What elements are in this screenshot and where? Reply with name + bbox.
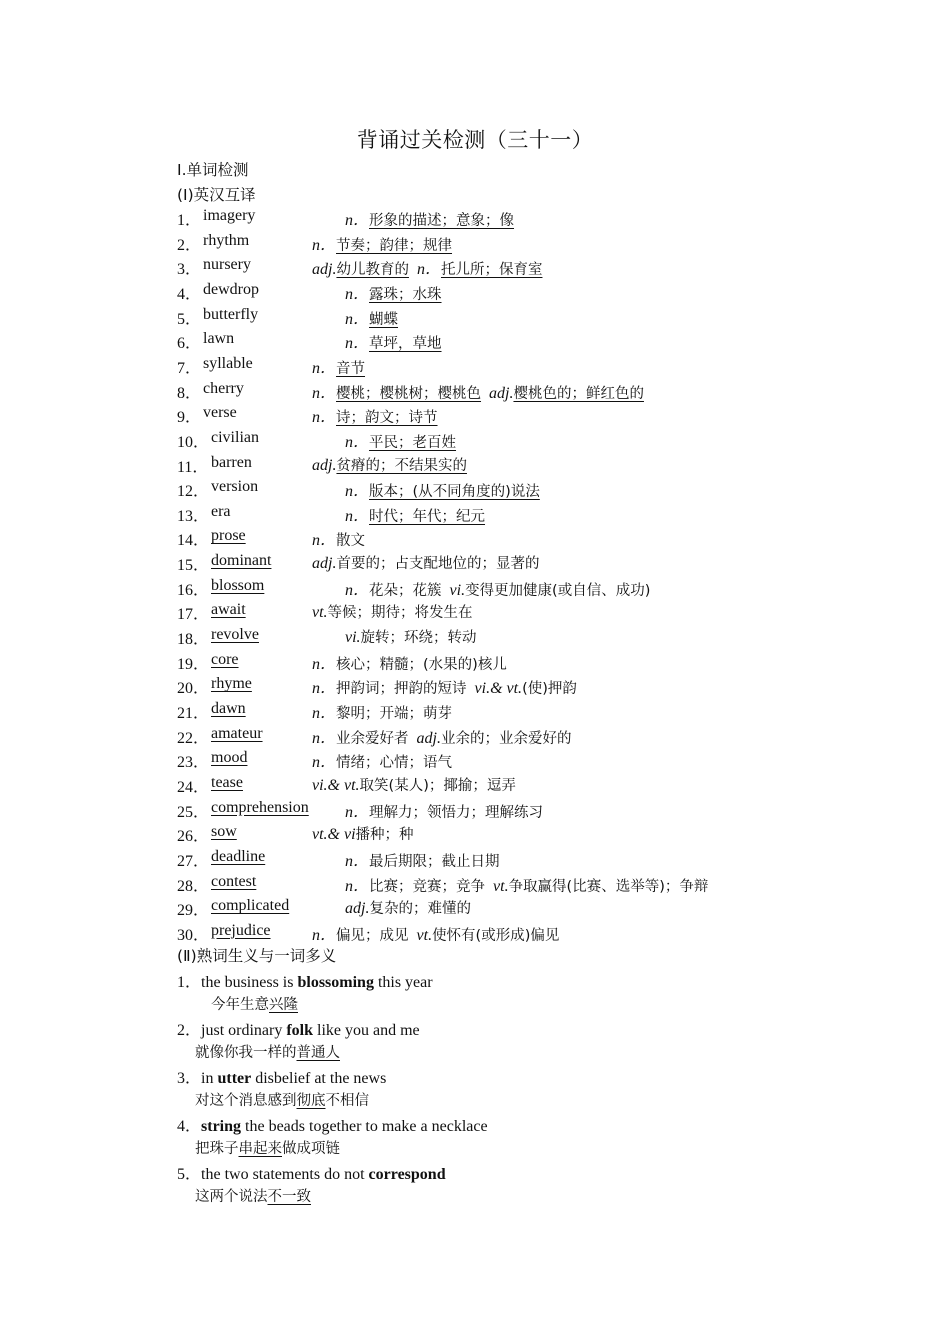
part-of-speech: n． bbox=[312, 729, 337, 747]
page-title: 背诵过关检测（三十一） bbox=[356, 128, 594, 152]
part-of-speech: n． bbox=[345, 335, 370, 353]
definition bbox=[345, 897, 471, 918]
english-word: era bbox=[211, 502, 231, 520]
english-word: await bbox=[211, 601, 246, 619]
english-word: prose bbox=[211, 527, 246, 545]
subsection-heading: (Ⅰ)英汉互译 bbox=[177, 186, 256, 204]
definition bbox=[312, 404, 438, 427]
part-of-speech: adj. bbox=[345, 900, 370, 918]
definition bbox=[312, 454, 467, 475]
part-of-speech: n． bbox=[312, 359, 337, 377]
key-word: correspond bbox=[368, 1166, 446, 1183]
item-number: 19． bbox=[177, 655, 210, 673]
meaning: 理解力；领悟力；理解练习 bbox=[369, 804, 544, 821]
english-word: blossom bbox=[211, 576, 265, 594]
item-number: 7． bbox=[177, 359, 202, 377]
english-word: contest bbox=[211, 872, 257, 890]
english-word: barren bbox=[211, 453, 252, 471]
english-word: prejudice bbox=[211, 921, 271, 939]
meaning: 变得更加健康(或自信、成功) bbox=[465, 582, 651, 599]
english-word: rhythm bbox=[203, 231, 250, 249]
answer: 不一致 bbox=[267, 1189, 311, 1205]
definition bbox=[345, 330, 442, 353]
part-of-speech: vi. bbox=[449, 581, 466, 599]
part-of-speech: n． bbox=[345, 285, 370, 303]
item-number: 8． bbox=[177, 384, 202, 402]
answer: 兴隆 bbox=[269, 997, 298, 1013]
meaning: 复杂的；难懂的 bbox=[369, 901, 471, 918]
definition bbox=[312, 774, 516, 795]
definition bbox=[345, 503, 485, 526]
part-of-speech: n． bbox=[312, 680, 337, 698]
english-word: imagery bbox=[203, 207, 256, 224]
item-number: 3． bbox=[177, 261, 202, 279]
part-of-speech: n． bbox=[345, 877, 370, 895]
part-of-speech: n． bbox=[312, 409, 337, 427]
definition bbox=[312, 749, 452, 772]
meaning: 幼儿教育的 bbox=[336, 262, 409, 279]
part-of-speech: vt. bbox=[312, 604, 328, 622]
meaning: 樱桃；樱桃树；樱桃色 bbox=[336, 385, 482, 402]
definition bbox=[312, 601, 473, 622]
item-number: 23． bbox=[177, 754, 210, 772]
translation-line: 这两个说法不一致 bbox=[195, 1189, 311, 1205]
part-of-speech: n． bbox=[345, 803, 370, 821]
phrase-line: 4．string the beads together to make a necklace bbox=[177, 1118, 488, 1135]
phrase-line: 5．the two statements do not correspond bbox=[177, 1166, 446, 1183]
english-word: amateur bbox=[211, 724, 263, 742]
item-number: 17． bbox=[177, 606, 210, 624]
english-word: butterfly bbox=[203, 305, 259, 323]
item-number: 5． bbox=[177, 310, 202, 328]
english-word: complicated bbox=[211, 897, 290, 915]
meaning: 诗；韵文；诗节 bbox=[336, 410, 438, 427]
part-of-speech: n． bbox=[345, 483, 370, 501]
meaning: 比赛；竞赛；竞争 bbox=[369, 878, 486, 895]
meaning: 版本；(从不同角度的)说法 bbox=[369, 484, 540, 501]
key-word: blossoming bbox=[297, 974, 374, 991]
item-number: 24． bbox=[177, 778, 210, 796]
key-word: folk bbox=[286, 1022, 314, 1039]
meaning: 等候；期待；将发生在 bbox=[327, 605, 473, 622]
definition bbox=[312, 823, 414, 844]
meaning: (使)押韵 bbox=[522, 681, 577, 698]
part-of-speech: adj. bbox=[312, 456, 337, 474]
item-number: 16． bbox=[177, 581, 210, 599]
item-number: 14． bbox=[177, 532, 210, 550]
definition bbox=[345, 281, 442, 304]
part-of-speech: n． bbox=[312, 236, 337, 254]
english-word: cherry bbox=[203, 379, 244, 397]
part-of-speech: n． bbox=[312, 754, 337, 772]
meaning: 取笑(某人)；揶揄；逗弄 bbox=[359, 777, 516, 794]
item-number: 1． bbox=[177, 212, 202, 229]
phrase-line: 1．the business is blossoming this year bbox=[177, 974, 433, 991]
key-word: utter bbox=[217, 1070, 252, 1087]
definition bbox=[345, 306, 398, 329]
definition bbox=[312, 355, 365, 378]
definition bbox=[312, 256, 542, 279]
part-of-speech: n． bbox=[312, 532, 337, 550]
definition bbox=[312, 380, 644, 403]
item-number: 18． bbox=[177, 631, 210, 649]
answer: 普通人 bbox=[296, 1045, 340, 1061]
part-of-speech: n． bbox=[312, 384, 337, 402]
meaning: 形象的描述；意象；像 bbox=[369, 213, 515, 229]
part-of-speech: adj. bbox=[489, 384, 514, 402]
definition bbox=[312, 527, 365, 550]
english-word: deadline bbox=[211, 847, 266, 865]
meaning: 情绪；心情；语气 bbox=[336, 755, 453, 772]
part-of-speech: adj. bbox=[312, 555, 337, 573]
english-word: mood bbox=[211, 749, 248, 767]
translation-line: 今年生意兴隆 bbox=[211, 997, 298, 1013]
part-of-speech: vi. bbox=[345, 629, 361, 647]
definition bbox=[345, 577, 650, 600]
definition bbox=[345, 626, 477, 647]
part-of-speech: n． bbox=[345, 507, 370, 525]
item-number: 20． bbox=[177, 680, 210, 698]
english-word: sow bbox=[211, 823, 237, 841]
part-of-speech: n． bbox=[312, 655, 337, 673]
item-number: 25． bbox=[177, 803, 210, 821]
definition bbox=[312, 922, 559, 945]
english-word: lawn bbox=[203, 330, 235, 348]
meaning: 散文 bbox=[336, 533, 366, 550]
meaning: 草坪，草地 bbox=[369, 336, 442, 353]
part-of-speech: n． bbox=[416, 261, 441, 279]
item-number: 4． bbox=[177, 285, 202, 303]
meaning: 樱桃色的；鲜红色的 bbox=[513, 385, 644, 402]
part-of-speech: n． bbox=[345, 212, 370, 229]
translation-line: 对这个消息感到彻底不相信 bbox=[195, 1093, 369, 1109]
english-word: dewdrop bbox=[203, 280, 259, 298]
definition bbox=[345, 799, 543, 822]
part-of-speech: n． bbox=[345, 852, 370, 870]
english-word: civilian bbox=[211, 428, 259, 446]
item-number: 21． bbox=[177, 705, 210, 722]
part-of-speech: n． bbox=[345, 581, 370, 599]
english-word: rhyme bbox=[211, 675, 252, 693]
meaning: 黎明；开端；萌芽 bbox=[336, 706, 453, 722]
item-number: 12． bbox=[177, 483, 210, 501]
meaning: 业余爱好者 bbox=[336, 730, 409, 747]
meaning: 音节 bbox=[336, 360, 366, 377]
definition bbox=[312, 675, 577, 698]
meaning: 旋转；环绕；转动 bbox=[360, 630, 477, 647]
definition bbox=[312, 232, 452, 255]
item-number: 30． bbox=[177, 926, 210, 944]
meaning: 播种；种 bbox=[355, 827, 414, 844]
meaning: 平民；老百姓 bbox=[369, 434, 457, 451]
part-of-speech: n． bbox=[345, 433, 370, 451]
answer: 彻底 bbox=[296, 1093, 326, 1109]
key-word: string bbox=[201, 1118, 242, 1135]
part-of-speech: vt.& vi bbox=[312, 826, 356, 844]
section2-heading: (Ⅱ)熟词生义与一词多义 bbox=[177, 947, 337, 965]
definition bbox=[312, 700, 452, 723]
translation-line: 就像你我一样的普通人 bbox=[195, 1045, 340, 1061]
item-number: 13． bbox=[177, 507, 210, 525]
part-of-speech: n． bbox=[312, 926, 337, 944]
english-word: comprehension bbox=[211, 798, 309, 816]
item-number: 6． bbox=[177, 335, 202, 353]
english-word: verse bbox=[203, 404, 237, 422]
meaning: 时代；年代；纪元 bbox=[369, 508, 486, 525]
definition bbox=[345, 429, 456, 452]
definition bbox=[345, 478, 540, 501]
definition bbox=[345, 848, 500, 871]
part-of-speech: vt. bbox=[416, 926, 433, 944]
item-number: 29． bbox=[177, 902, 210, 920]
part-of-speech: vi.& vt. bbox=[312, 776, 360, 794]
meaning: 蝴蝶 bbox=[369, 311, 399, 328]
meaning: 押韵词；押韵的短诗 bbox=[336, 681, 467, 698]
answer: 串起来 bbox=[238, 1141, 282, 1157]
definition bbox=[312, 651, 507, 674]
english-word: core bbox=[211, 650, 239, 668]
phrase-line: 2．just ordinary folk like you and me bbox=[177, 1022, 420, 1039]
phrase-line: 3．in utter disbelief at the news bbox=[177, 1070, 387, 1087]
english-word: nursery bbox=[203, 256, 251, 274]
item-number: 28． bbox=[177, 877, 210, 895]
meaning: 首要的；占支配地位的；显著的 bbox=[336, 556, 540, 573]
definition bbox=[312, 552, 539, 573]
item-number: 10． bbox=[177, 433, 210, 451]
meaning: 偏见；成见 bbox=[336, 927, 409, 944]
translation-line: 把珠子串起来做成项链 bbox=[195, 1141, 340, 1157]
meaning: 节奏；韵律；规律 bbox=[336, 237, 453, 254]
english-word: dominant bbox=[211, 552, 272, 570]
meaning: 业余的；业余爱好的 bbox=[440, 730, 572, 747]
definition bbox=[312, 725, 571, 748]
part-of-speech: vi.& vt. bbox=[474, 680, 523, 698]
english-word: version bbox=[211, 478, 259, 496]
meaning: 贫瘠的；不结果实的 bbox=[336, 457, 467, 474]
item-number: 22． bbox=[177, 729, 210, 747]
meaning: 最后期限；截止日期 bbox=[369, 853, 500, 870]
section-heading: Ⅰ.单词检测 bbox=[177, 161, 249, 179]
meaning: 花朵；花簇 bbox=[369, 582, 442, 599]
part-of-speech: adj. bbox=[416, 729, 441, 747]
item-number: 26． bbox=[177, 828, 210, 846]
meaning: 托儿所；保育室 bbox=[440, 262, 543, 279]
english-word: tease bbox=[211, 773, 243, 791]
item-number: 27． bbox=[177, 852, 210, 870]
part-of-speech: n． bbox=[312, 705, 337, 722]
english-word: syllable bbox=[203, 354, 253, 372]
part-of-speech: vt. bbox=[493, 877, 509, 895]
meaning: 争取赢得(比赛、选举等)；争辩 bbox=[508, 878, 709, 895]
part-of-speech: adj. bbox=[312, 261, 337, 279]
meaning: 使怀有(或形成)偏见 bbox=[432, 927, 560, 944]
meaning: 核心；精髓；(水果的)核儿 bbox=[336, 656, 507, 673]
item-number: 2． bbox=[177, 236, 202, 254]
english-word: dawn bbox=[211, 700, 246, 717]
meaning: 露珠；水珠 bbox=[369, 286, 442, 303]
english-word: revolve bbox=[211, 626, 259, 644]
item-number: 9． bbox=[177, 409, 202, 427]
definition bbox=[345, 207, 514, 230]
item-number: 15． bbox=[177, 557, 210, 575]
definition bbox=[345, 873, 708, 896]
part-of-speech: n． bbox=[345, 310, 370, 328]
item-number: 11． bbox=[177, 458, 209, 476]
